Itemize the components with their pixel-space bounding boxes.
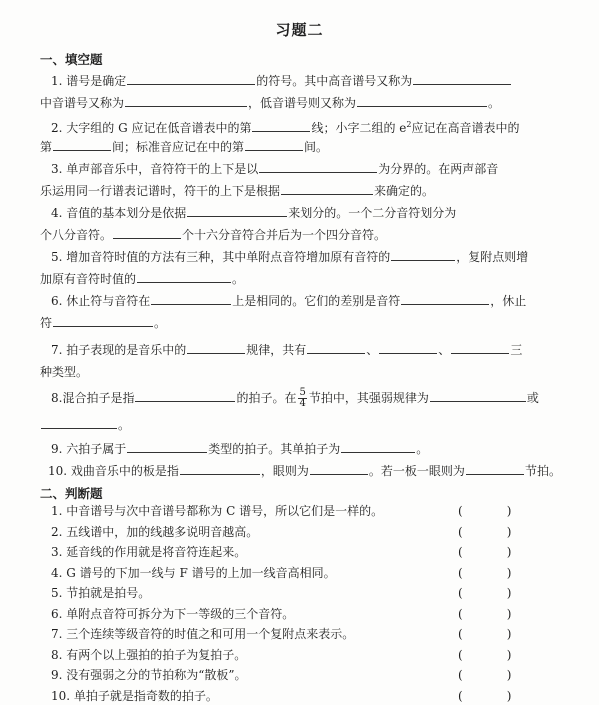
question-8-line-1 bbox=[51, 388, 539, 409]
answer-paren-3[interactable] bbox=[458, 543, 511, 561]
q4-text-b: 来划分的。一个二分音符划分为 bbox=[288, 206, 457, 220]
q2-text-f: 间。 bbox=[304, 140, 329, 154]
answer-paren-2[interactable] bbox=[458, 523, 511, 541]
q9-blank-1[interactable] bbox=[127, 440, 207, 453]
q5-text-d: 。 bbox=[232, 272, 245, 286]
q7-text-a: 7. 拍子表现的是音乐中的 bbox=[51, 343, 187, 357]
q7-blank-3[interactable] bbox=[379, 341, 437, 354]
q2-text-e: 间；标准音应记在中的第 bbox=[112, 140, 245, 154]
q2-blank-3[interactable] bbox=[245, 138, 303, 151]
paren-close: ) bbox=[506, 525, 512, 539]
q3-blank-2[interactable] bbox=[281, 182, 373, 195]
question-4-line-1 bbox=[51, 204, 456, 222]
paren-close: ) bbox=[506, 668, 512, 682]
judge-item-7: 7. 三个连续等级音符的时值之和可用一个复附点来表示。 bbox=[51, 627, 355, 641]
question-6-line-1 bbox=[51, 292, 526, 310]
judge-item-8: 8. 有两个以上强拍的拍子为复拍子。 bbox=[51, 648, 247, 662]
paren-open: ( bbox=[458, 648, 463, 662]
q6-blank-2[interactable] bbox=[401, 292, 489, 305]
q5-text-a: 5. 增加音符时值的方法有三种，其中单附点音符增加原有音符的 bbox=[51, 250, 391, 264]
paren-close: ) bbox=[506, 648, 512, 662]
q8-text-b: 的拍子。在 bbox=[236, 391, 297, 405]
q7-blank-2[interactable] bbox=[307, 341, 365, 354]
q10-blank-3[interactable] bbox=[466, 462, 524, 475]
paren-close: ) bbox=[506, 586, 512, 600]
q3-text-d: 来确定的。 bbox=[374, 184, 435, 198]
q5-blank-1[interactable] bbox=[391, 248, 455, 261]
judge-item-6: 6. 单附点音符可拆分为下一等级的三个音符。 bbox=[51, 607, 295, 621]
q9-text-a: 9. 六拍子属于 bbox=[51, 442, 127, 456]
question-5-line-2 bbox=[40, 270, 244, 288]
q9-text-c: 。 bbox=[416, 442, 429, 456]
q2-blank-2[interactable] bbox=[53, 138, 111, 151]
section-fill-heading: 一、填空题 bbox=[40, 52, 103, 67]
judge-item-10: 10. 单拍子就是指奇数的拍子。 bbox=[51, 689, 218, 703]
q8-fraction-denominator: 4 bbox=[299, 398, 306, 409]
q7-text-e: 三 bbox=[510, 343, 523, 357]
q9-blank-2[interactable] bbox=[341, 440, 415, 453]
q5-text-c: 加原有音符时值的 bbox=[40, 272, 137, 286]
q4-blank-1[interactable] bbox=[187, 204, 287, 217]
q2-superscript: 2 bbox=[406, 120, 412, 129]
q2-text-b: 线；小字二组的 e bbox=[311, 121, 407, 135]
q8-blank-2[interactable] bbox=[430, 389, 526, 402]
answer-paren-6[interactable] bbox=[458, 605, 511, 623]
q7-blank-4[interactable] bbox=[451, 341, 509, 354]
question-1-line-2 bbox=[40, 94, 500, 112]
q6-text-e: 。 bbox=[154, 316, 167, 330]
q1-blank-2[interactable] bbox=[413, 72, 511, 85]
paren-close: ) bbox=[506, 504, 512, 518]
answer-paren-1[interactable] bbox=[458, 502, 511, 520]
q1-text-b: 的符号。其中高音谱号又称为 bbox=[256, 74, 413, 88]
paren-close: ) bbox=[506, 566, 512, 580]
question-4-line-2 bbox=[40, 226, 386, 244]
q6-text-c: ，休止 bbox=[490, 294, 527, 308]
q1-blank-1[interactable] bbox=[127, 72, 255, 85]
q8-fraction-numerator: 5 bbox=[299, 387, 306, 398]
question-7-line-1 bbox=[51, 341, 522, 359]
q6-text-b: 上是相同的。它们的差别是音符 bbox=[232, 294, 401, 308]
q4-blank-2[interactable] bbox=[113, 226, 181, 239]
paren-open: ( bbox=[458, 586, 463, 600]
q3-blank-1[interactable] bbox=[259, 160, 377, 173]
paren-open: ( bbox=[458, 689, 463, 703]
q10-blank-2[interactable] bbox=[310, 462, 368, 475]
judge-item-5: 5. 节拍就是拍号。 bbox=[51, 586, 151, 600]
q5-text-b: ，复附点则增 bbox=[456, 250, 529, 264]
question-3-line-2 bbox=[40, 182, 434, 200]
question-9-line bbox=[51, 440, 428, 458]
paren-close: ) bbox=[506, 689, 512, 703]
paren-open: ( bbox=[458, 668, 463, 682]
q7-text-b: 规律，共有 bbox=[246, 343, 307, 357]
question-1-line-1 bbox=[51, 72, 512, 90]
paren-close: ) bbox=[506, 545, 512, 559]
q8-time-signature-fraction bbox=[298, 388, 306, 409]
q2-text-a: 2. 大字组的 G 应记在低音谱表中的第 bbox=[51, 121, 252, 135]
q8-text-d: 或 bbox=[526, 391, 539, 405]
answer-paren-4[interactable] bbox=[458, 564, 511, 582]
q4-text-c: 个八分音符。 bbox=[40, 228, 113, 242]
judge-item-2: 2. 五线谱中，加的线越多说明音越高。 bbox=[51, 525, 259, 539]
answer-paren-5[interactable] bbox=[458, 584, 511, 602]
q8-text-e: 。 bbox=[118, 418, 131, 432]
paren-open: ( bbox=[458, 607, 463, 621]
paren-open: ( bbox=[458, 525, 463, 539]
q2-text-c: 应记在高音谱表中的 bbox=[411, 121, 520, 135]
judge-item-1: 1. 中音谱号与次中音谱号都称为 C 谱号，所以它们是一样的。 bbox=[51, 504, 384, 518]
q8-blank-1[interactable] bbox=[135, 389, 235, 402]
q7-text-d: 、 bbox=[438, 343, 451, 357]
question-3-line-1 bbox=[51, 160, 498, 178]
paren-open: ( bbox=[458, 566, 463, 580]
answer-paren-9[interactable] bbox=[458, 666, 511, 684]
q3-text-a: 3. 单声部音乐中，音符符干的上下是以 bbox=[51, 162, 259, 176]
q6-text-a: 6. 休止符与音符在 bbox=[51, 294, 151, 308]
q1-blank-3[interactable] bbox=[125, 94, 247, 107]
q10-blank-1[interactable] bbox=[180, 462, 260, 475]
question-5-line-1 bbox=[51, 248, 528, 266]
judge-item-4: 4. G 谱号的下加一线与 F 谱号的上加一线音高相同。 bbox=[51, 566, 336, 580]
paren-open: ( bbox=[458, 545, 463, 559]
answer-paren-8[interactable] bbox=[458, 646, 511, 664]
q1-blank-4[interactable] bbox=[357, 94, 487, 107]
q10-text-b: ，眼则为 bbox=[260, 464, 309, 478]
q1-text-c: 中音谱号又称为 bbox=[40, 96, 125, 110]
q3-text-b: 为分界的。在两声部音 bbox=[378, 162, 499, 176]
q7-text-c: 、 bbox=[366, 343, 379, 357]
q1-text-e: 。 bbox=[488, 96, 501, 110]
q9-text-b: 类型的拍子。其单拍子为 bbox=[208, 442, 341, 456]
paren-open: ( bbox=[458, 627, 463, 641]
paren-close: ) bbox=[506, 607, 512, 621]
q10-text-a: 10. 戏曲音乐中的板是指 bbox=[48, 464, 179, 478]
section-judge-heading: 二、判断题 bbox=[40, 486, 103, 501]
question-7-line-2 bbox=[40, 363, 88, 381]
q7-text-f: 种类型。 bbox=[40, 365, 89, 379]
paren-open: ( bbox=[458, 504, 463, 518]
question-2-line-2 bbox=[40, 138, 328, 156]
q2-text-d: 第 bbox=[40, 140, 53, 154]
q4-text-d: 个十六分音符合并后为一个四分音符。 bbox=[182, 228, 387, 242]
q10-text-c: 。若一板一眼则为 bbox=[368, 464, 465, 478]
q8-blank-3[interactable] bbox=[41, 416, 117, 429]
question-6-line-2 bbox=[40, 314, 166, 332]
q1-text-a: 1. 谱号是确定 bbox=[51, 74, 127, 88]
answer-paren-10[interactable] bbox=[458, 687, 511, 705]
q5-blank-2[interactable] bbox=[137, 270, 231, 283]
q6-blank-1[interactable] bbox=[151, 292, 231, 305]
q1-text-d: ，低音谱号则又称为 bbox=[248, 96, 357, 110]
page-title: 习题二 bbox=[275, 21, 324, 39]
q8-text-a: 8.混合拍子是指 bbox=[51, 391, 135, 405]
paren-close: ) bbox=[506, 627, 512, 641]
q8-text-c: 节拍中，其强弱规律为 bbox=[308, 391, 429, 405]
q3-text-c: 乐运用同一行谱表记谱时，符干的上下是根据 bbox=[40, 184, 281, 198]
q2-blank-1[interactable] bbox=[252, 119, 310, 132]
judge-item-9: 9. 没有强弱之分的节拍称为“散板”。 bbox=[51, 668, 247, 682]
q4-text-a: 4. 音值的基本划分是依据 bbox=[51, 206, 187, 220]
q7-blank-1[interactable] bbox=[187, 341, 245, 354]
q6-text-d: 符 bbox=[40, 316, 53, 330]
q6-blank-3[interactable] bbox=[53, 314, 153, 327]
answer-paren-7[interactable] bbox=[458, 625, 511, 643]
question-10-line bbox=[48, 462, 561, 480]
question-8-line-2 bbox=[40, 416, 130, 434]
q10-text-d: 节拍。 bbox=[524, 464, 561, 478]
question-2-line-1 bbox=[51, 116, 520, 137]
judge-item-3: 3. 延音线的作用就是将音符连起来。 bbox=[51, 545, 247, 559]
